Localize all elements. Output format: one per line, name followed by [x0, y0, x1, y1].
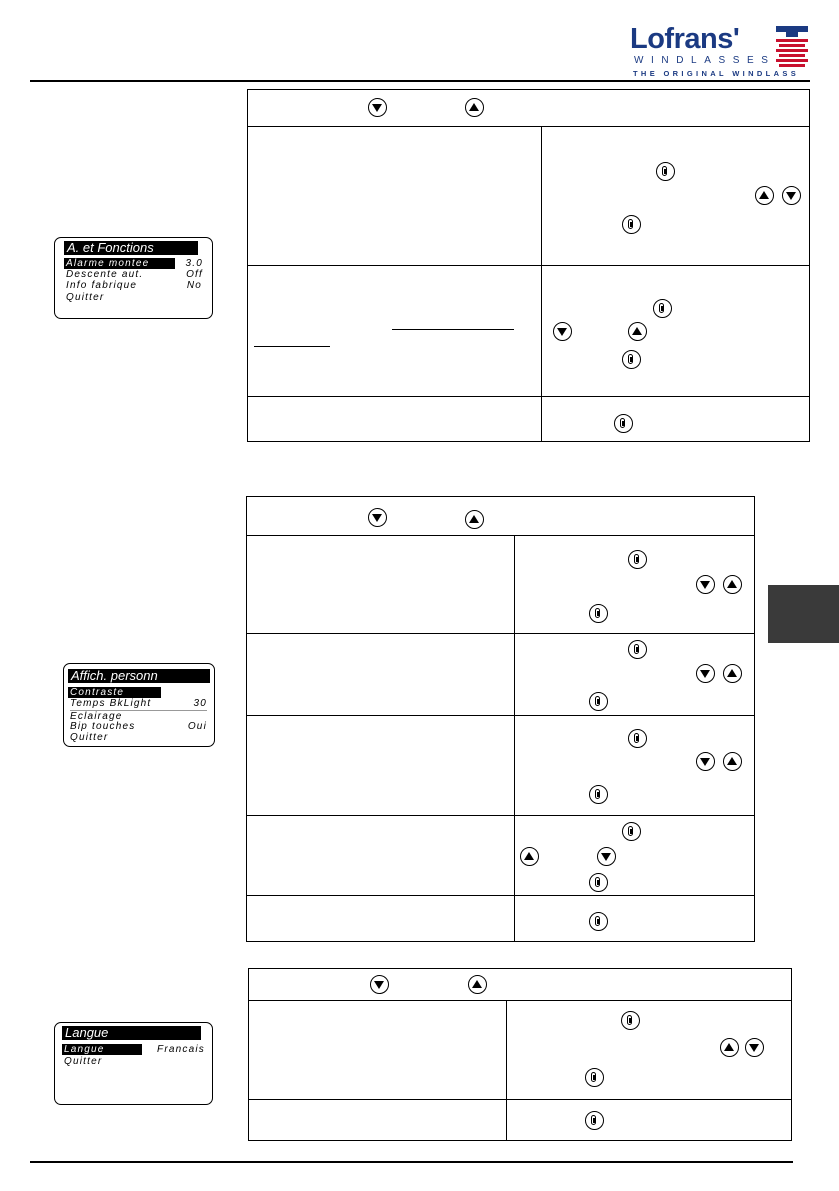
down-arrow-button-icon: [782, 186, 801, 205]
lcd-row-value: 30: [193, 698, 207, 709]
lcd-row-selected: Contraste: [68, 687, 161, 698]
up-arrow-button-icon: [755, 186, 774, 205]
down-arrow-button-icon: [696, 752, 715, 771]
lcd-row-selected: Langue: [62, 1044, 142, 1055]
down-arrow-button-icon: [553, 322, 572, 341]
down-arrow-button-icon: [745, 1038, 764, 1057]
up-arrow-button-icon: [723, 575, 742, 594]
brand-logo: Lofrans': [630, 23, 740, 55]
brand-subtitle: WINDLASSES: [634, 55, 776, 66]
enter-button-icon: [585, 1111, 604, 1130]
lcd-row: Quitter: [64, 1056, 103, 1067]
up-arrow-button-icon: [465, 98, 484, 117]
up-arrow-button-icon: [720, 1038, 739, 1057]
chapter-tab: [768, 585, 839, 643]
lcd-title: Langue: [62, 1026, 201, 1040]
enter-button-icon: [628, 640, 647, 659]
up-arrow-button-icon: [520, 847, 539, 866]
enter-button-icon: [589, 604, 608, 623]
enter-button-icon: [656, 162, 675, 181]
up-arrow-button-icon: [465, 510, 484, 529]
lcd-row: Bip touches: [70, 721, 136, 732]
language-table: [248, 968, 792, 1141]
up-arrow-button-icon: [468, 975, 487, 994]
enter-button-icon: [589, 692, 608, 711]
enter-button-icon: [589, 873, 608, 892]
down-arrow-button-icon: [597, 847, 616, 866]
brand-tagline: THE ORIGINAL WINDLASS: [633, 69, 800, 78]
lcd-title: A. et Fonctions: [64, 241, 198, 255]
enter-button-icon: [628, 550, 647, 569]
header-divider: [30, 80, 810, 82]
up-arrow-button-icon: [628, 322, 647, 341]
down-arrow-button-icon: [696, 664, 715, 683]
display-table: [246, 496, 755, 942]
lcd-row-selected: Alarme montee: [64, 258, 175, 269]
down-arrow-button-icon: [696, 575, 715, 594]
lcd-row: Descente aut.: [66, 269, 144, 280]
lcd-row-value: No: [186, 280, 202, 291]
lcd-display-screen: [63, 663, 215, 747]
up-arrow-button-icon: [723, 752, 742, 771]
enter-button-icon: [622, 350, 641, 369]
enter-button-icon: [614, 414, 633, 433]
enter-button-icon: [585, 1068, 604, 1087]
lcd-row-value: Off: [186, 269, 203, 280]
down-arrow-button-icon: [368, 98, 387, 117]
lcd-row: Quitter: [66, 292, 105, 303]
up-arrow-button-icon: [723, 664, 742, 683]
enter-button-icon: [589, 785, 608, 804]
lcd-functions-screen: [54, 237, 213, 319]
enter-button-icon: [589, 912, 608, 931]
enter-button-icon: [622, 822, 641, 841]
windlass-logo-icon: [776, 26, 810, 74]
lcd-row: Quitter: [70, 732, 109, 743]
enter-button-icon: [622, 215, 641, 234]
underline-mark: [392, 329, 514, 330]
lcd-row: Info fabrique: [66, 280, 138, 291]
down-arrow-button-icon: [370, 975, 389, 994]
lcd-title: Affich. personn: [68, 669, 210, 683]
enter-button-icon: [628, 729, 647, 748]
lcd-language-screen: [54, 1022, 213, 1105]
enter-button-icon: [653, 299, 672, 318]
down-arrow-button-icon: [368, 508, 387, 527]
footer-divider: [30, 1161, 793, 1163]
lcd-row: Temps BkLight: [70, 698, 152, 709]
lcd-row-value: Francais: [157, 1044, 205, 1055]
underline-mark: [254, 346, 330, 347]
lcd-row-value: Oui: [187, 721, 207, 732]
lcd-row-value: 3.0: [185, 258, 203, 269]
lcd-row: Eclairage: [70, 710, 207, 722]
functions-table: [247, 89, 810, 442]
enter-button-icon: [621, 1011, 640, 1030]
